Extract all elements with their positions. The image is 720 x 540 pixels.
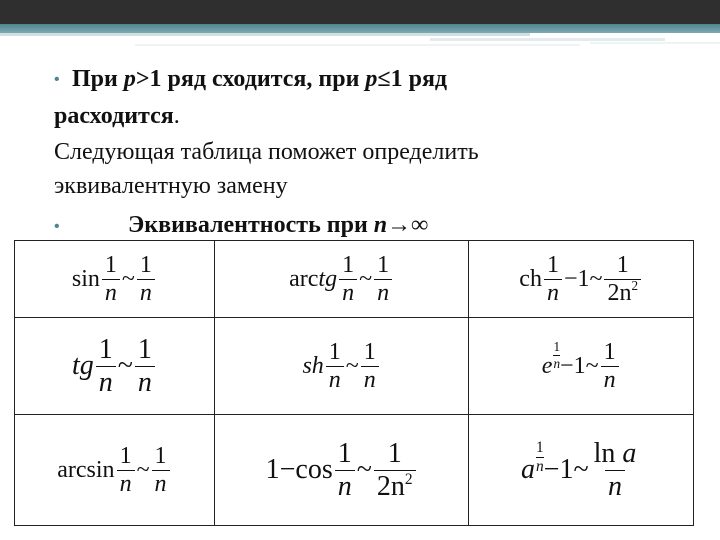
formula-a-power: a 1 n −1 ~ $\frac{\text{ln a}}{n}$: [520, 437, 637, 502]
formula-sin: sin $\frac{1}{n}$ ~ $\frac{1}{n}$: [72, 252, 157, 307]
formula-ch: ch $\frac{1}{n}$ −1 ~ $\frac{1}{2n^2}$: [519, 252, 643, 307]
formula-exp: e 1 n −1 ~ $\frac{1}{n}$: [542, 339, 621, 394]
equivalence-heading: Эквивалентность при n→∞: [128, 212, 429, 238]
formula-cell: [469, 318, 694, 415]
formula-sh: sh $\frac{1}{n}$ ~ $\frac{1}{n}$: [302, 339, 380, 394]
formula-cell: [469, 241, 694, 318]
convergence-text: При p>1 ряд сходится, при p≤1 ряд: [72, 66, 448, 92]
bullet-icon: •: [54, 71, 60, 88]
formula-cell: [15, 241, 215, 318]
decor-line: [590, 42, 720, 44]
formula-cell: [214, 415, 469, 526]
table-intro-text: Следующая таблица поможет определить: [54, 139, 479, 165]
bullet-icon: •: [54, 218, 60, 235]
formula-arctg: arc tg $\frac{1}{n}$ ~ $\frac{1}{n}$: [289, 252, 394, 307]
formula-arcsin: arcsin $\frac{1}{n}$ ~ $\frac{1}{n}$: [57, 443, 171, 498]
formula-cell: [15, 415, 215, 526]
decor-line: [430, 38, 665, 41]
divergence-text: расходится.: [54, 103, 180, 129]
decor-line: [0, 33, 530, 36]
title-accent-band: [0, 24, 720, 33]
table-intro-text-2: эквивалентную замену: [54, 173, 288, 199]
formula-cell: [214, 241, 469, 318]
title-bar: [0, 0, 720, 24]
formula-tg: tg $\frac{1}{n}$ ~ $\frac{1}{n}$: [72, 334, 157, 399]
formula-cell: [15, 318, 215, 415]
decor-line: [135, 44, 580, 46]
equivalence-table: [14, 240, 694, 526]
formula-one-minus-cos: 1−cos $\frac{1}{n}$ ~ $\frac{1}{2n^2}$: [266, 438, 418, 503]
formula-cell: [214, 318, 469, 415]
formula-cell: [469, 415, 694, 526]
